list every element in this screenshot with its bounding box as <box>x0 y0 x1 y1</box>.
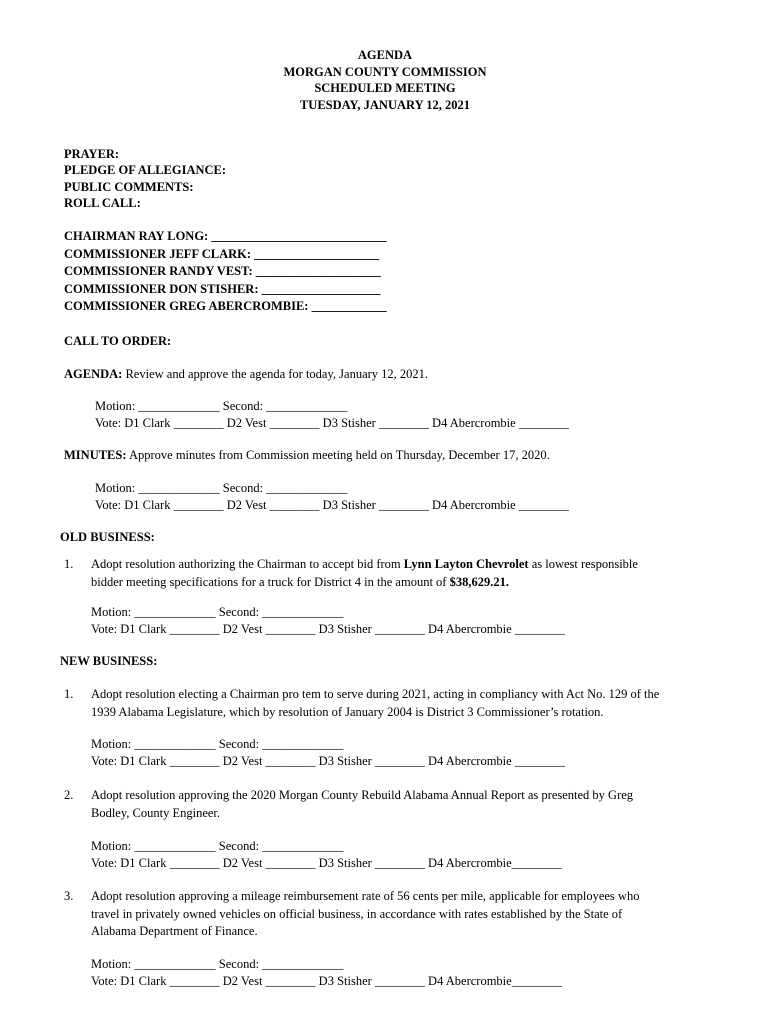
minutes-vote-block <box>95 480 569 513</box>
item-text-line: 1939 Alabama Legislature, which by resolution of January 2004 is District 3 Commissioner’s rotation. <box>91 704 604 719</box>
motion-line: Motion: _____________ Second: _____________ <box>91 839 344 853</box>
item-text-line: Adopt resolution authorizing the Chairman to accept bid from Lynn Layton Chevrolet as lowest responsible <box>91 557 638 571</box>
document-header <box>0 47 770 113</box>
header-meeting-type: SCHEDULED MEETING <box>314 81 456 95</box>
item-text-line: Adopt resolution approving the 2020 Morgan County Rebuild Alabama Annual Report as presented by Greg <box>91 788 634 802</box>
roll-commissioner-abercrombie: COMMISSIONER GREG ABERCROMBIE: ____________ <box>64 299 387 313</box>
header-title: AGENDA <box>357 48 413 62</box>
vote-line: Vote: D1 Clark ________ D2 Vest ________ D3 Stisher ________ D4 Abercrombie ________ <box>95 415 569 430</box>
roll-chairman-long: CHAIRMAN RAY LONG: ____________________________ <box>64 229 387 243</box>
roll-commissioner-vest: COMMISSIONER RANDY VEST: ____________________ <box>64 264 381 278</box>
item-text-line: Bodley, County Engineer. <box>91 805 221 820</box>
opening-section <box>64 146 226 211</box>
roll-call-label: ROLL CALL: <box>64 195 141 210</box>
old-business-vote-block <box>91 604 565 637</box>
motion-line: Motion: _____________ Second: _____________ <box>91 737 344 751</box>
vote-line: Vote: D1 Clark ________ D2 Vest ________ D3 Stisher ________ D4 Abercrombie________ <box>91 855 562 870</box>
minutes-section <box>64 447 550 463</box>
item-text-line: Adopt resolution electing a Chairman pro tem to serve during 2021, acting in compliancy with Act No. 129 of the <box>91 687 660 701</box>
header-date: TUESDAY, JANUARY 12, 2021 <box>299 97 471 112</box>
bidder-name: Lynn Layton Chevrolet <box>403 557 529 571</box>
pledge-label: PLEDGE OF ALLEGIANCE: <box>64 163 227 178</box>
agenda-label: AGENDA: <box>64 367 123 381</box>
agenda-section <box>64 366 428 382</box>
motion-line: Motion: _____________ Second: _____________ <box>91 957 344 971</box>
item-number: 1. <box>64 687 74 701</box>
prayer-label: PRAYER: <box>64 147 120 161</box>
public-comments-label: PUBLIC COMMENTS: <box>64 179 194 194</box>
roll-commissioner-clark: COMMISSIONER JEFF CLARK: ____________________ <box>64 246 380 261</box>
item-number: 3. <box>64 889 74 903</box>
vote-line: Vote: D1 Clark ________ D2 Vest ________ D3 Stisher ________ D4 Abercrombie ________ <box>95 497 569 512</box>
call-to-order-label: CALL TO ORDER: <box>64 334 172 348</box>
vote-line: Vote: D1 Clark ________ D2 Vest ________ D3 Stisher ________ D4 Abercrombie ________ <box>91 753 565 768</box>
item-text-line: Adopt resolution approving a mileage reimbursement rate of 56 cents per mile, applicable for employees who <box>91 889 640 903</box>
motion-line: Motion: _____________ Second: _____________ <box>95 399 348 413</box>
minutes-text: Approve minutes from Commission meeting held on Thursday, December 17, 2020. <box>126 448 550 462</box>
motion-line: Motion: _____________ Second: _____________ <box>95 481 348 495</box>
roll-call-list <box>64 228 387 316</box>
item-text-line: Alabama Department of Finance. <box>91 924 258 938</box>
agenda-vote-block <box>95 398 569 431</box>
item-text-line: bidder meeting specifications for a truck for District 4 in the amount of $38,629.21. <box>91 574 509 589</box>
vote-line: Vote: D1 Clark ________ D2 Vest ________ D3 Stisher ________ D4 Abercrombie ________ <box>91 621 565 636</box>
item-number: 1. <box>64 557 74 571</box>
minutes-label: MINUTES: <box>64 448 127 462</box>
roll-commissioner-stisher: COMMISSIONER DON STISHER: ___________________ <box>64 281 381 296</box>
new-business-2-vote-block <box>91 838 562 871</box>
agenda-text: Review and approve the agenda for today, January 12, 2021. <box>122 367 429 381</box>
old-business-heading: OLD BUSINESS: <box>60 530 155 544</box>
item-text-line: travel in privately owned vehicles on official business, in accordance with rates established by the State of <box>91 906 623 921</box>
new-business-1-vote-block <box>91 736 565 769</box>
new-business-3-vote-block <box>91 956 562 989</box>
item-number: 2. <box>64 788 74 802</box>
vote-line: Vote: D1 Clark ________ D2 Vest ________ D3 Stisher ________ D4 Abercrombie________ <box>91 973 562 988</box>
header-organization: MORGAN COUNTY COMMISSION <box>283 64 487 79</box>
bid-amount: $38,629.21. <box>449 574 509 589</box>
motion-line: Motion: _____________ Second: _____________ <box>91 605 344 619</box>
new-business-heading: NEW BUSINESS: <box>60 654 158 668</box>
